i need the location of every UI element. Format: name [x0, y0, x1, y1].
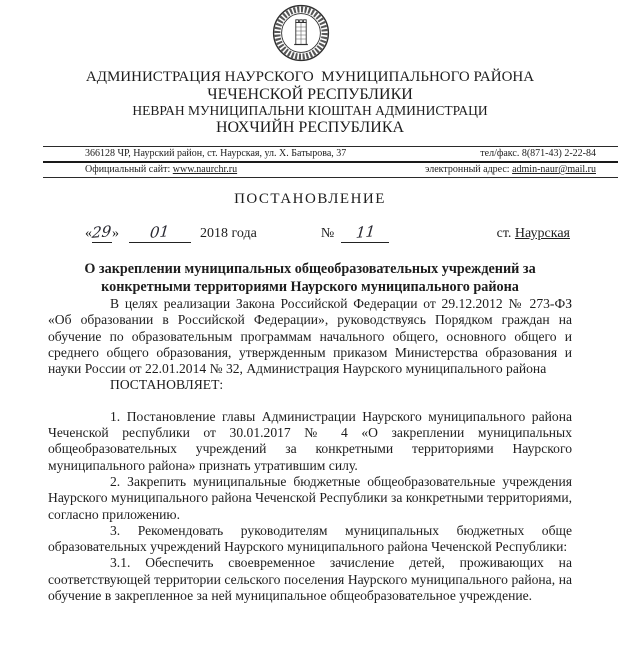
number-group — [321, 223, 389, 243]
handwritten-day: 29 — [91, 222, 113, 242]
org-name-ru-line1: АДМИНИСТРАЦИЯ НАУРСКОГО МУНИЦИПАЛЬНОГО РАЙОНА — [85, 69, 535, 85]
resolves-heading: ПОСТАНОВЛЯЕТ: — [110, 377, 224, 393]
letterhead-contact-block — [43, 146, 618, 178]
number-sign: № — [320, 226, 335, 241]
preamble-paragraph: В целях реализации Закона Российской Федерации от 29.12.2012 № 273-ФЗ «Об образовании в Российской Федерации», руководствуясь Порядком граждан на обучение по образовательным программам начального общего, основного общего и среднего общего образования, утвержденным приказом Министерства образования и науки России от 22.01.2014 № 32, Администрация Наурского муниципального района — [48, 296, 572, 377]
resolution-item-2: 2. Закрепить муниципальные бюджетные общеобразовательные учреждения Наурского муниципального района Чеченской Республики за конкретными территориями, согласно приложению. — [48, 473, 572, 522]
org-name-chechen-line2: НОХЧИЙН РЕСПУБЛИКА — [215, 119, 405, 136]
month-field — [129, 223, 191, 243]
resolution-item-3: 3. Рекомендовать руководителям муниципальных бюджетных обще образовательных учреждений Наурского муниципального района Чеченской Республики: — [48, 522, 572, 555]
document-title: О закреплении муниципальных общеобразовательных учреждений за конкретными территориями Наурского муниципального района — [84, 261, 536, 295]
date-group — [85, 223, 257, 243]
official-site — [85, 164, 237, 176]
emblem-container — [0, 0, 620, 67]
email-label: электронный адрес: — [425, 164, 510, 175]
rule-bottom — [43, 177, 618, 178]
org-name-chechen-line1: НЕВРАН МУНИЦИПАЛЬНИ КIОШТАН АДМИНИСТРАЦИ — [132, 103, 488, 118]
org-name-ru-line2: ЧЕЧЕНСКОЙ РЕСПУБЛИКИ — [207, 86, 413, 103]
document-type-heading: ПОСТАНОВЛЕНИЕ — [234, 191, 386, 207]
place-name: Наурская — [514, 226, 570, 241]
resolution-item-3-1: 3.1. Обеспечить своевременное зачисление детей, проживающих на соответствующей территории сельского поселения Наурского муниципального района, на обучение в закрепленное за ней муниципальное общеобразовательное учреждение. — [48, 555, 572, 604]
resolution-item-1: 1. Постановление главы Администрации Наурского муниципального района Чеченской республики от 30.01.2017 № 4 «О закреплении муниципальных общеобразовательных учреждений за конкретными территориями Наурского муниципального района» признать утратившим силу. — [48, 408, 572, 473]
number-field — [341, 223, 389, 243]
contact-row-address-phone — [43, 147, 618, 161]
day-field — [92, 223, 112, 243]
quote-open: « — [85, 226, 92, 241]
email-link[interactable]: admin-naur@mail.ru — [512, 164, 596, 175]
handwritten-month: 01 — [149, 222, 170, 242]
site-label: Официальный сайт: — [85, 164, 171, 175]
place-prefix: ст. — [496, 226, 512, 241]
quote-close: » — [112, 226, 119, 241]
email-address — [425, 164, 596, 176]
place-group — [497, 226, 570, 242]
date-number-place-line — [48, 223, 572, 243]
document-body — [48, 296, 572, 604]
phone-fax: тел/факс. 8(871-43) 2-22-84 — [480, 148, 596, 159]
year-text: 2018 года — [200, 226, 257, 241]
resolution-items — [48, 409, 572, 605]
site-link[interactable]: www.naurchr.ru — [172, 164, 238, 175]
chechen-tower-seal-icon — [272, 4, 330, 62]
postal-address: 366128 ЧР, Наурский район, ст. Наурская, ул. Х. Батырова, 37 — [85, 148, 347, 159]
contact-row-site-email — [43, 163, 618, 177]
handwritten-number: 11 — [354, 222, 376, 242]
